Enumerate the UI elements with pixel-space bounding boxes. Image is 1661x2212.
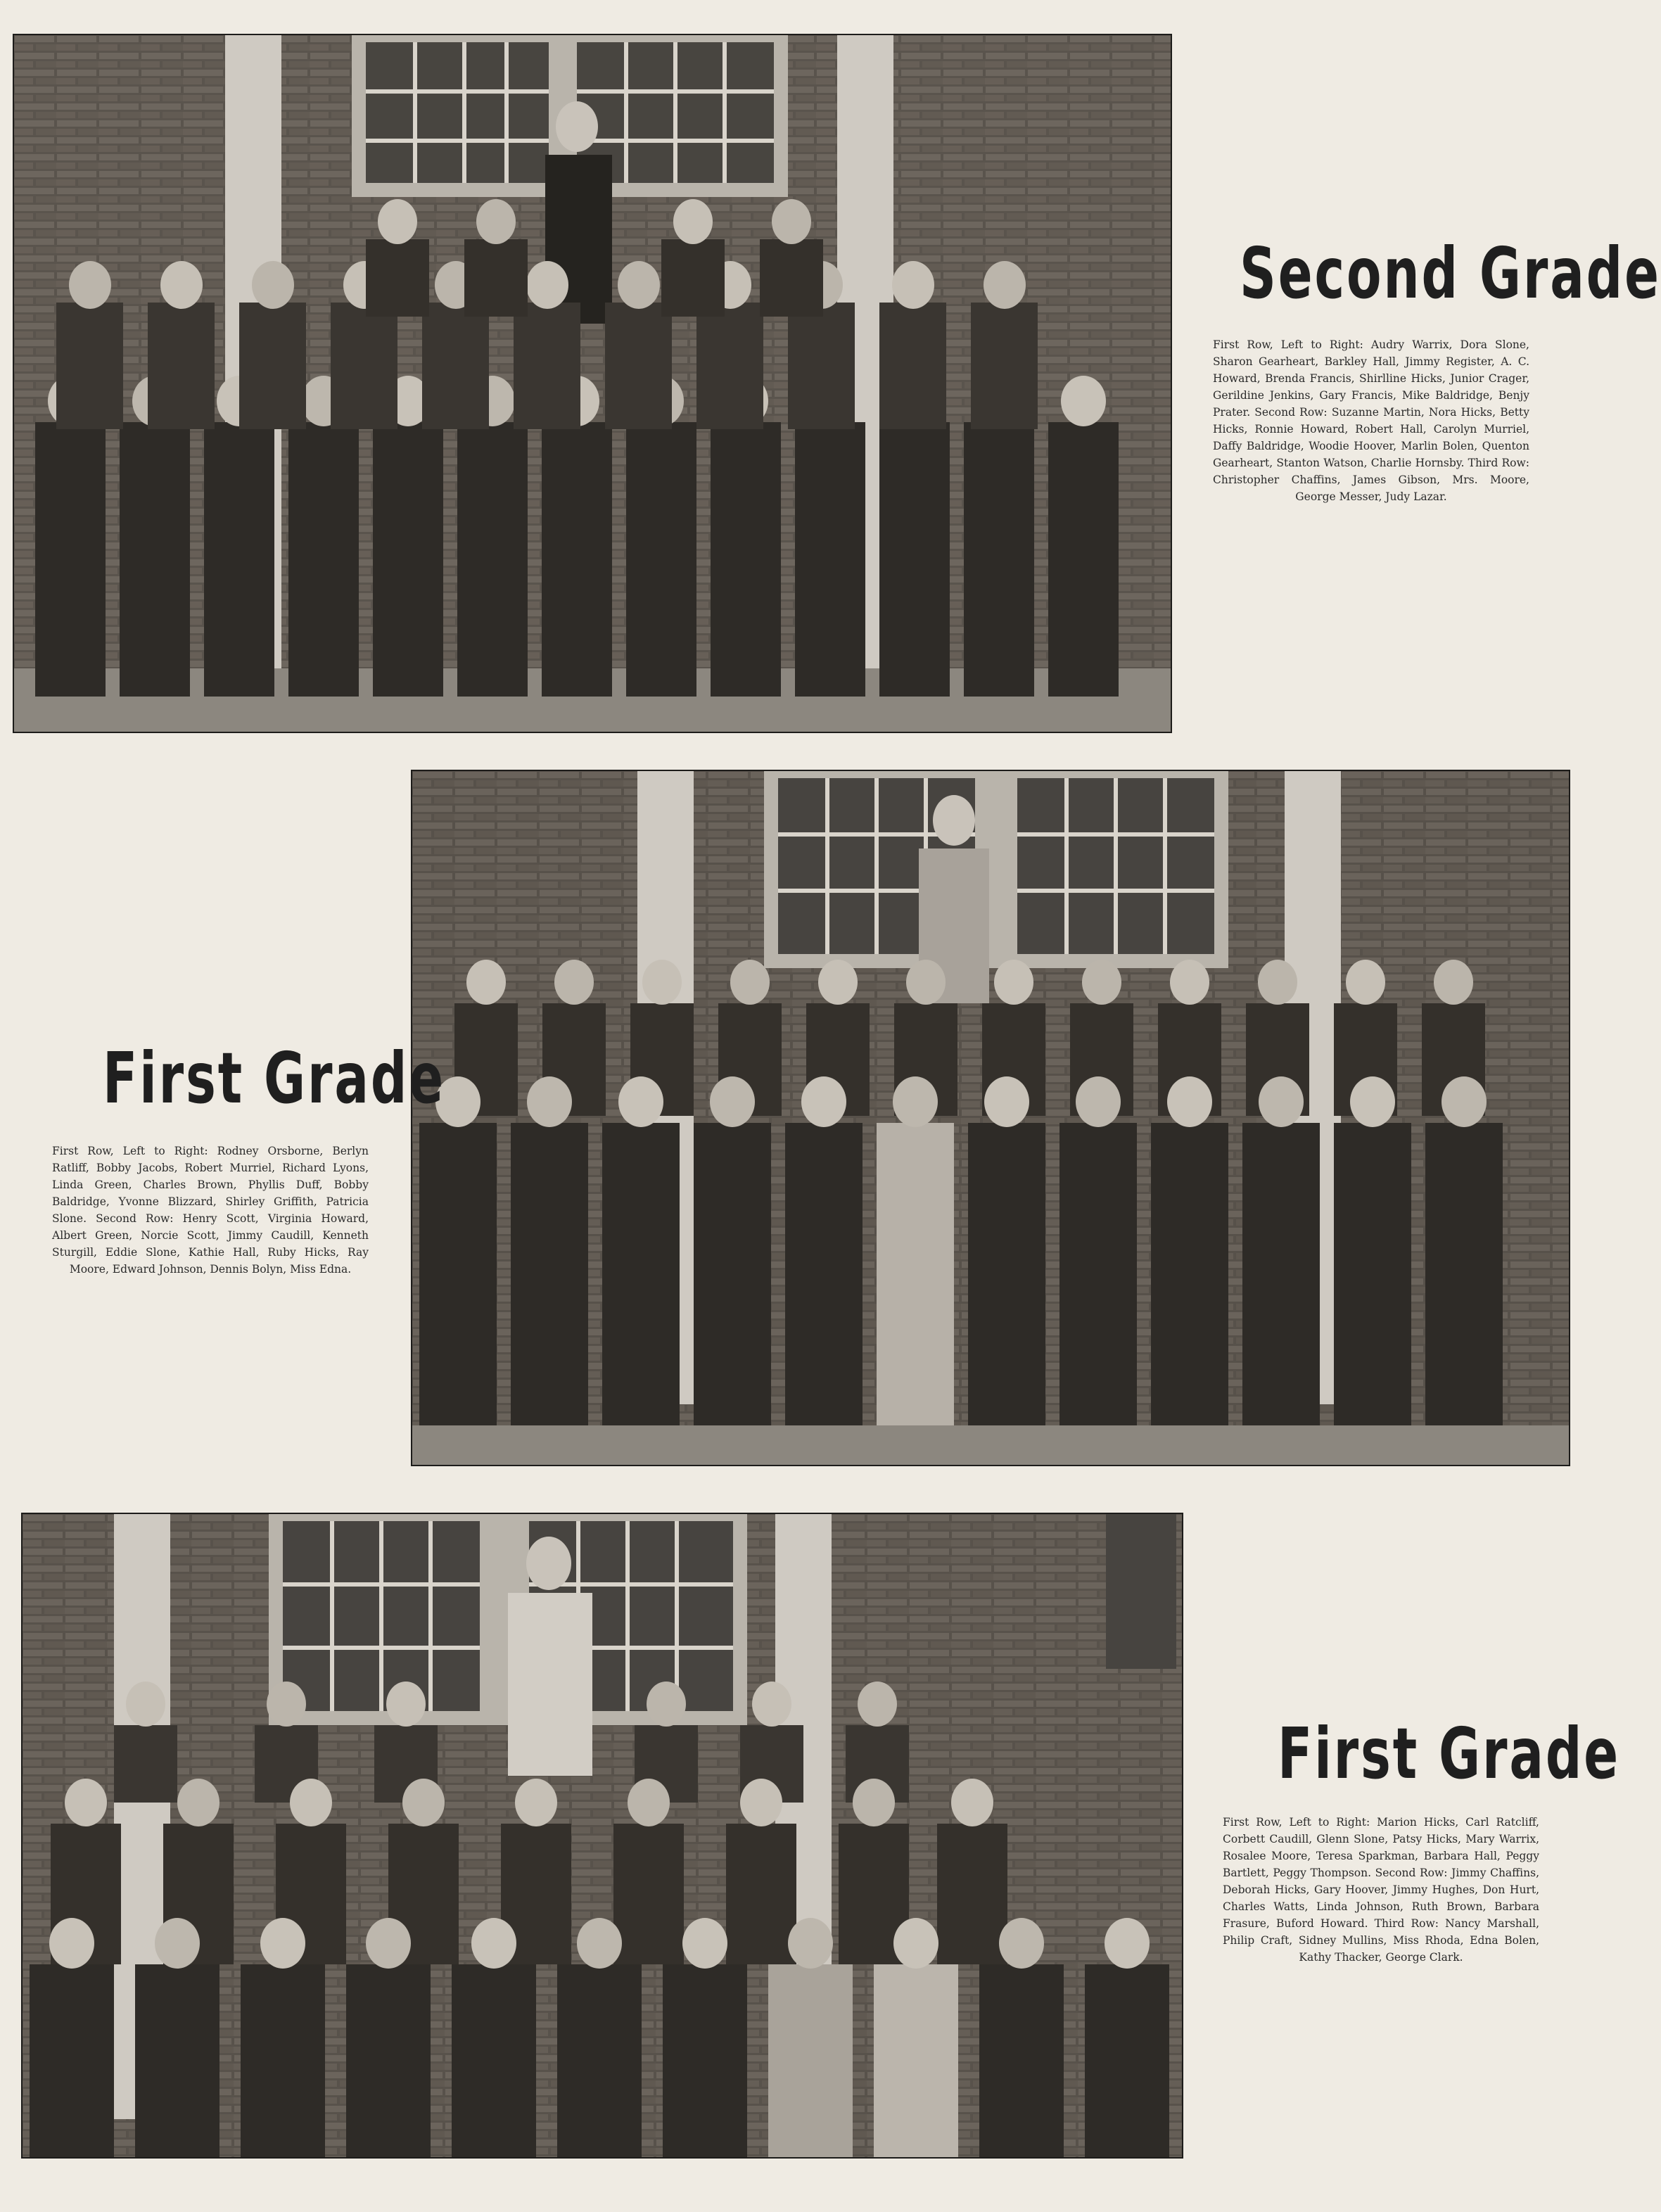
class-photo-illustration xyxy=(14,35,1171,732)
first-grade-class-photo-2 xyxy=(21,1513,1183,2159)
section-heading-first-grade-1: First Grade xyxy=(103,1037,445,1119)
section-heading-second-grade: Second Grade xyxy=(1240,232,1661,314)
class-photo-illustration xyxy=(412,771,1569,1465)
caption-first-grade-2: First Row, Left to Right: Marion Hicks, Carl Ratcliff, Corbett Caudill, Glenn Slone, Patsy Hicks, Mary Warrix, Rosalee Moore, Teresa Sparkman, Barbara Hall, Peggy Bartlett, Peggy Thompson. Second Row: Jimmy Chaffins, Deborah Hicks, Gary Hoover, Jimmy Hughes, Don Hurt, Charles Watts, Linda Johnson, Ruth Brown, Barbara Frasure, Buford Howard. Third Row: Nancy Marshall, Philip Craft, Sidney Mullins, Miss Rhoda, Edna Bolen, Kathy Thacker, George Clark. xyxy=(1223,1816,1539,1964)
class-photo-illustration xyxy=(23,1514,1182,2157)
section-heading-first-grade-2: First Grade xyxy=(1278,1712,1620,1795)
caption-first-grade-1: First Row, Left to Right: Rodney Orsborne, Berlyn Ratliff, Bobby Jacobs, Robert Murriel, Richard Lyons, Linda Green, Charles Brown, Phyllis Duff, Bobby Baldridge, Yvonne Blizzard, Shirley Griffith, Patricia Slone. Second Row: Henry Scott, Virginia Howard, Albert Green, Norcie Scott, Jimmy Caudill, Kenneth Sturgill, Eddie Slone, Kathie Hall, Ruby Hicks, Ray Moore, Edward Johnson, Dennis Bolyn, Miss Edna. xyxy=(52,1145,369,1276)
first-grade-class-photo-1 xyxy=(411,770,1570,1466)
caption-second-grade: First Row, Left to Right: Audry Warrix, Dora Slone, Sharon Gearheart, Barkley Hall, Jimmy Register, A. C. Howard, Brenda Francis, Shirlline Hicks, Junior Crager, Gerildine Jenkins, Gary Francis, Mike Baldridge, Benjy Prater. Second Row: Suzanne Martin, Nora Hicks, Betty Hicks, Ronnie Howard, Robert Hall, Carolyn Murriel, Daffy Baldridge, Woodie Hoover, Marlin Bolen, Quenton Gearheart, Stanton Watson, Charlie Hornsby. Third Row: Christopher Chaffins, James Gibson, Mrs. Moore, George Messer, Judy Lazar. xyxy=(1213,338,1529,503)
second-grade-class-photo xyxy=(13,34,1172,733)
